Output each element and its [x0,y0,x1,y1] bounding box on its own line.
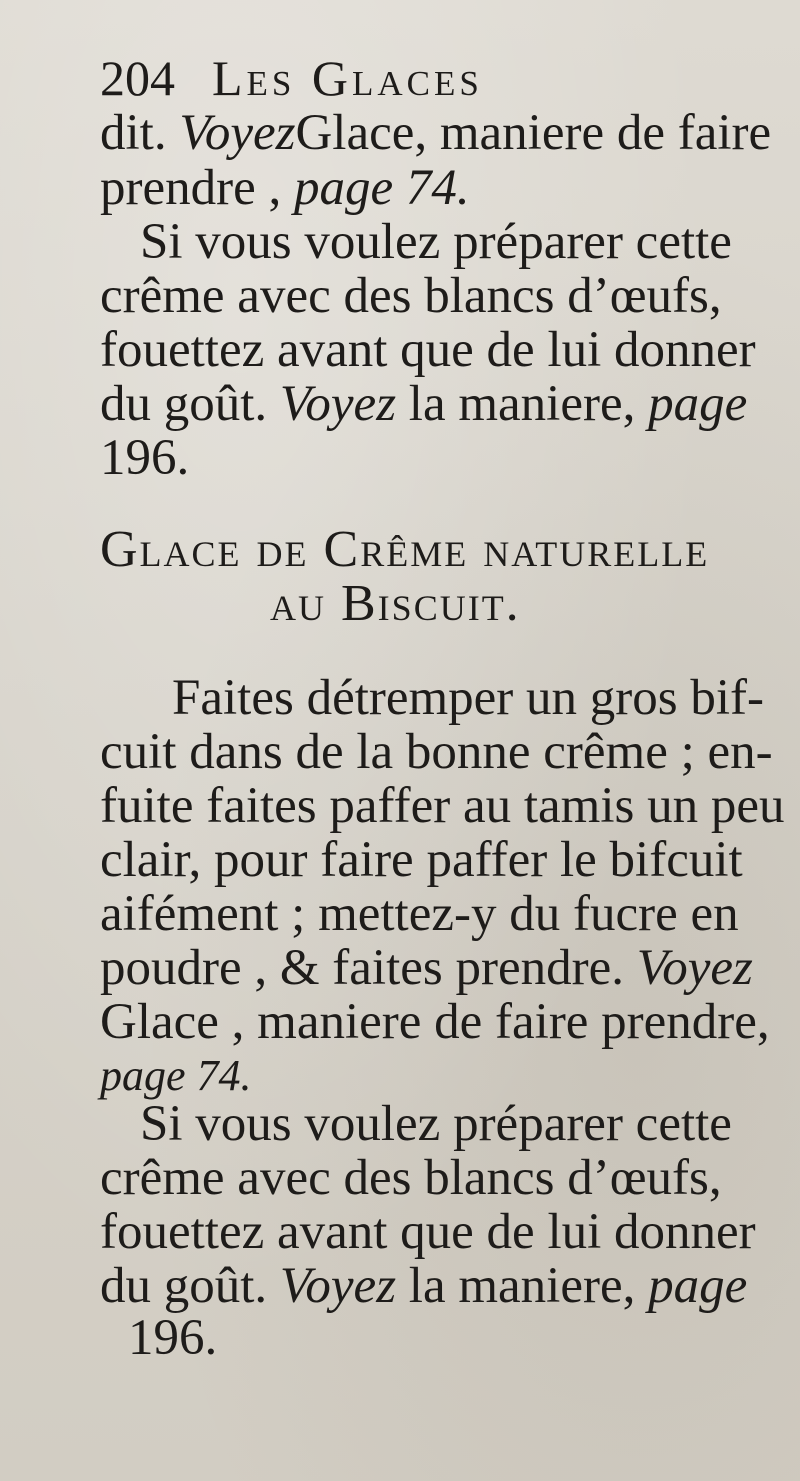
italic-span: Voyez [636,940,753,996]
text-line [100,103,771,163]
text-line: Si vous voulez préparer cette [140,1096,732,1152]
text-line: crême avec des blancs d’œufs, [100,268,722,324]
text-line: clair, pour faire paffer le bifcuit [100,832,743,888]
page-header [100,48,483,108]
text-line: cuit dans de la bonne crême ; en- [100,724,773,780]
text-line: fouettez avant que de lui donner [100,1204,756,1260]
text-line [100,158,470,218]
text-span: du goût. [100,376,280,432]
text-line: Si vous voulez préparer cette [140,214,732,270]
text-span: la maniere, [396,1258,649,1314]
text-span: dit. [100,105,180,161]
running-title: Les Glaces [212,50,483,106]
italic-span: page 74. [294,160,470,216]
section-heading-subline: au Biscuit. [270,575,521,632]
text-line [100,1256,747,1316]
page-number: 204 [100,50,175,106]
text-line: fuite faites paffer au tamis un peu [100,778,785,834]
text-span: la maniere, [396,376,649,432]
text-line: fouettez avant que de lui donner [100,322,756,378]
italic-span: Voyez [279,376,397,432]
italic-span: Voyez [179,105,296,161]
text-line: page 74. [100,1051,252,1100]
section-heading: Glace de Crême naturelle [100,521,710,578]
text-line [100,938,753,998]
text-span: prendre , [100,160,294,216]
text-line: Glace , maniere de faire prendre, [100,994,770,1050]
text-span: Glace, maniere de faire [295,105,772,161]
italic-span: page [648,376,748,432]
italic-span: Voyez [279,1258,397,1314]
text-span: du goût. [100,1258,280,1314]
text-line: aifément ; mettez-y du fucre en [100,886,739,942]
text-line [100,374,747,434]
text-line: 196. [100,430,190,486]
text-span: poudre , & faites prendre. [100,940,637,996]
italic-span: page [648,1258,748,1314]
text-line: Faites détremper un gros bif- [172,670,765,726]
text-line: 196. [128,1310,218,1366]
text-line: crême avec des blancs d’œufs, [100,1150,722,1206]
